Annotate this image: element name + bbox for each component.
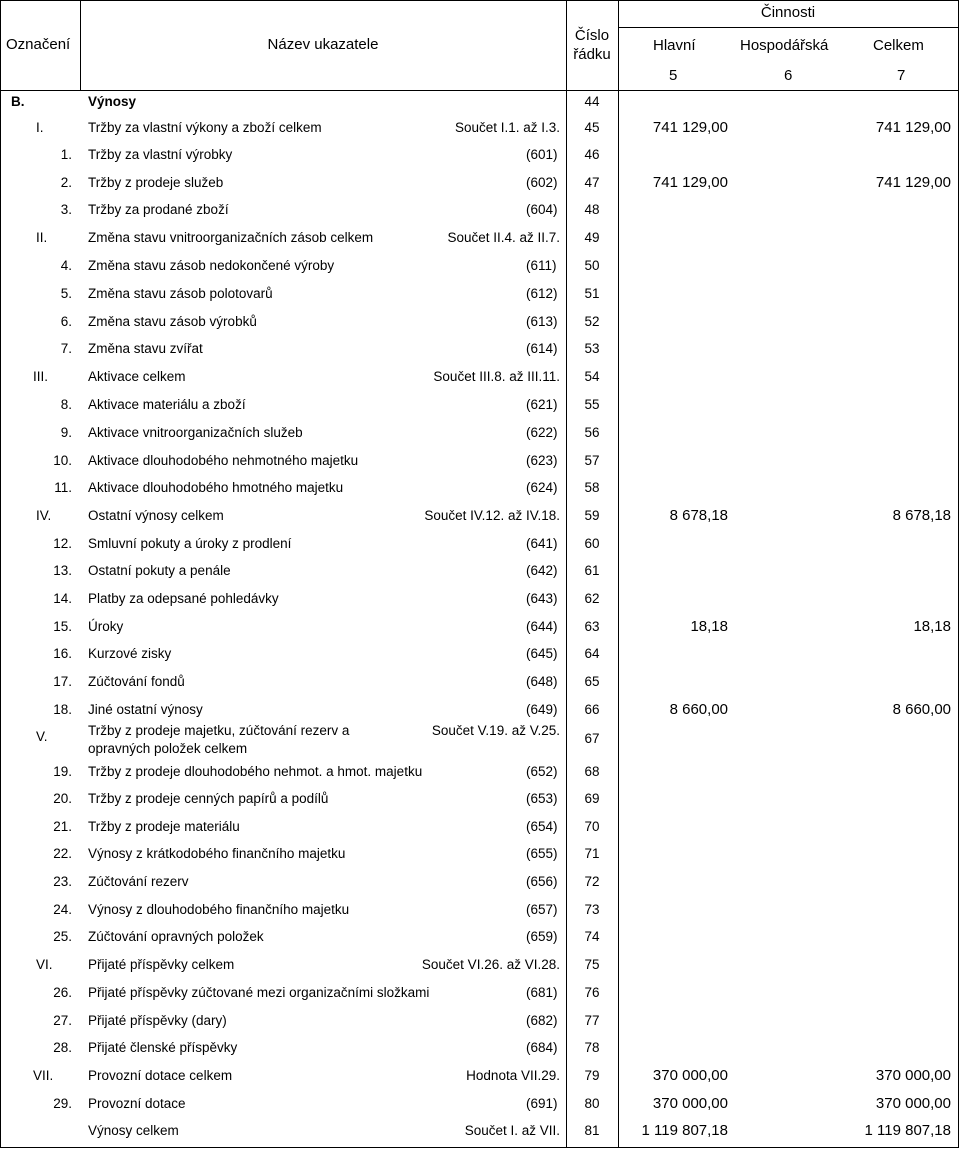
row-name: Zúčtování opravných položek <box>88 929 264 944</box>
row-value-hlavni: 370 000,00 <box>652 1067 728 1084</box>
row-name: Aktivace celkem <box>88 369 186 384</box>
row-sum-ref: Součet I. až VII. <box>464 1123 560 1138</box>
row-number: 64 <box>584 646 600 661</box>
row-account-ref: (645) <box>526 646 558 661</box>
row-name: Úroky <box>88 619 124 634</box>
row-name: Změna stavu vnitroorganizačních zásob celkem <box>88 230 374 245</box>
row-number: 74 <box>584 929 600 944</box>
row-number: 57 <box>584 453 600 468</box>
row-sum-ref: Součet II.4. až II.7. <box>447 230 560 245</box>
row-account-ref: (648) <box>526 674 558 689</box>
row-account-ref: (681) <box>526 985 558 1000</box>
row-mark: II. <box>36 230 48 245</box>
row-mark: 16. <box>53 646 72 661</box>
row-mark: 5. <box>60 286 72 301</box>
row-name: Tržby z prodeje majetku, zúčtování rezerv a <box>88 723 350 738</box>
row-value-celkem: 370 000,00 <box>875 1067 951 1084</box>
row-value-hlavni: 8 660,00 <box>669 701 728 718</box>
row-account-ref: (682) <box>526 1013 558 1028</box>
row-name: Změna stavu zásob polotovarů <box>88 286 273 301</box>
row-account-ref: (657) <box>526 902 558 917</box>
row-number: 75 <box>584 957 600 972</box>
header-cislo-line1: Číslo <box>574 27 610 44</box>
row-number: 61 <box>584 563 600 578</box>
row-value-hlavni: 18,18 <box>690 618 728 635</box>
row-name: Aktivace materiálu a zboží <box>88 397 246 412</box>
row-account-ref: (655) <box>526 846 558 861</box>
section-mark: B. <box>11 94 25 109</box>
divider-values-col <box>618 0 619 1148</box>
row-name: Zúčtování fondů <box>88 674 185 689</box>
row-number: 70 <box>584 819 600 834</box>
row-account-ref: (614) <box>526 341 558 356</box>
row-sum-ref: Součet VI.26. až VI.28. <box>421 957 560 972</box>
header-divider-main <box>0 90 959 91</box>
header-cinnosti: Činnosti <box>760 4 816 21</box>
row-number: 63 <box>584 619 600 634</box>
row-number: 76 <box>584 985 600 1000</box>
table-border-right <box>958 0 959 1148</box>
header-celkem: Celkem <box>873 37 924 54</box>
row-value-hlavni: 741 129,00 <box>652 174 728 191</box>
row-name: Jiné ostatní výnosy <box>88 702 203 717</box>
row-mark: IV. <box>36 508 52 523</box>
row-account-ref: (684) <box>526 1040 558 1055</box>
row-sum-ref: Součet IV.12. až IV.18. <box>424 508 560 523</box>
row-sum-ref: Hodnota VII.29. <box>466 1068 560 1083</box>
row-number: 50 <box>584 258 600 273</box>
row-account-ref: (659) <box>526 929 558 944</box>
row-mark: I. <box>36 120 44 135</box>
row-name: Změna stavu zásob nedokončené výroby <box>88 258 335 273</box>
row-account-ref: (641) <box>526 536 558 551</box>
row-number: 79 <box>584 1068 600 1083</box>
row-account-ref: (612) <box>526 286 558 301</box>
row-mark: 9. <box>60 425 72 440</box>
row-mark: V. <box>36 729 48 744</box>
row-number: 49 <box>584 230 600 245</box>
row-value-celkem: 741 129,00 <box>875 119 951 136</box>
row-name: Tržby za prodané zboží <box>88 202 229 217</box>
row-mark: 23. <box>53 874 72 889</box>
row-number: 78 <box>584 1040 600 1055</box>
row-number: 56 <box>584 425 600 440</box>
row-value-hlavni: 370 000,00 <box>652 1095 728 1112</box>
row-number: 45 <box>584 120 600 135</box>
row-mark: 7. <box>60 341 72 356</box>
row-number: 81 <box>584 1123 600 1138</box>
row-number: 62 <box>584 591 600 606</box>
row-sum-ref: Součet V.19. až V.25. <box>431 723 560 738</box>
row-account-ref: (601) <box>526 147 558 162</box>
row-account-ref: (644) <box>526 619 558 634</box>
row-mark: III. <box>33 369 49 384</box>
row-number: 48 <box>584 202 600 217</box>
row-name: Tržby za vlastní výrobky <box>88 147 233 162</box>
row-mark: 6. <box>60 314 72 329</box>
row-mark: 17. <box>53 674 72 689</box>
row-name: Tržby z prodeje cenných papírů a podílů <box>88 791 329 806</box>
row-account-ref: (652) <box>526 764 558 779</box>
row-number: 59 <box>584 508 600 523</box>
section-name: Výnosy <box>88 94 137 109</box>
row-value-celkem: 741 129,00 <box>875 174 951 191</box>
header-hospodarska: Hospodářská <box>740 37 829 54</box>
row-name: Přijaté příspěvky zúčtované mezi organizačními složkami <box>88 985 430 1000</box>
header-num-hlavni: 5 <box>669 67 678 84</box>
row-sum-ref: Součet III.8. až III.11. <box>433 369 560 384</box>
row-name: Tržby za vlastní výkony a zboží celkem <box>88 120 322 135</box>
row-value-celkem: 18,18 <box>913 618 951 635</box>
row-name: Ostatní výnosy celkem <box>88 508 224 523</box>
row-account-ref: (623) <box>526 453 558 468</box>
header-nazev: Název ukazatele <box>267 36 379 53</box>
row-number: 53 <box>584 341 600 356</box>
row-mark: 1. <box>60 147 72 162</box>
row-mark: 24. <box>53 902 72 917</box>
row-name: Změna stavu zásob výrobků <box>88 314 257 329</box>
row-mark: 19. <box>53 764 72 779</box>
row-account-ref: (604) <box>526 202 558 217</box>
row-number: 65 <box>584 674 600 689</box>
row-name: Přijaté členské příspěvky <box>88 1040 238 1055</box>
row-mark: 28. <box>53 1040 72 1055</box>
row-name: Aktivace vnitroorganizačních služeb <box>88 425 303 440</box>
row-mark: 4. <box>60 258 72 273</box>
row-number: 54 <box>584 369 600 384</box>
row-mark: 25. <box>53 929 72 944</box>
row-account-ref: (624) <box>526 480 558 495</box>
row-mark: 11. <box>54 480 72 495</box>
row-name: Výnosy z dlouhodobého finančního majetku <box>88 902 350 917</box>
header-num-celkem: 7 <box>897 67 906 84</box>
row-number: 69 <box>584 791 600 806</box>
row-account-ref: (691) <box>526 1096 558 1111</box>
row-number: 71 <box>584 846 600 861</box>
row-name: Ostatní pokuty a penále <box>88 563 231 578</box>
row-mark: 8. <box>60 397 72 412</box>
row-name: Provozní dotace celkem <box>88 1068 233 1083</box>
row-mark: 12. <box>53 536 72 551</box>
row-name: Tržby z prodeje dlouhodobého nehmot. a hmot. majetku <box>88 764 423 779</box>
row-value-celkem: 1 119 807,18 <box>864 1122 951 1139</box>
row-name: Aktivace dlouhodobého hmotného majetku <box>88 480 344 495</box>
row-mark: 27. <box>53 1013 72 1028</box>
row-name: Kurzové zisky <box>88 646 172 661</box>
row-mark: 29. <box>53 1096 72 1111</box>
row-account-ref: (656) <box>526 874 558 889</box>
header-oznaceni: Označení <box>6 36 71 53</box>
row-value-hlavni: 1 119 807,18 <box>641 1122 728 1139</box>
row-name: Platby za odepsané pohledávky <box>88 591 279 606</box>
row-sum-ref: Součet I.1. až I.3. <box>454 120 560 135</box>
row-name: Smluvní pokuty a úroky z prodlení <box>88 536 292 551</box>
row-mark: 21. <box>53 819 72 834</box>
row-mark: 20. <box>53 791 72 806</box>
row-name: Přijaté příspěvky celkem <box>88 957 235 972</box>
row-number: 67 <box>584 731 600 746</box>
header-cislo-line2: řádku <box>573 46 611 63</box>
row-name: Výnosy z krátkodobého finančního majetku <box>88 846 346 861</box>
row-account-ref: (649) <box>526 702 558 717</box>
row-account-ref: (643) <box>526 591 558 606</box>
row-account-ref: (613) <box>526 314 558 329</box>
row-value-celkem: 8 660,00 <box>892 701 951 718</box>
row-name: Přijaté příspěvky (dary) <box>88 1013 227 1028</box>
row-mark: 3. <box>60 202 72 217</box>
row-account-ref: (621) <box>526 397 558 412</box>
row-mark: 15. <box>53 619 72 634</box>
row-account-ref: (654) <box>526 819 558 834</box>
row-number: 68 <box>584 764 600 779</box>
row-mark: 18. <box>53 702 72 717</box>
header-num-hospodarska: 6 <box>784 67 793 84</box>
row-name: Provozní dotace <box>88 1096 186 1111</box>
row-mark: 26. <box>53 985 72 1000</box>
row-name: Zúčtování rezerv <box>88 874 189 889</box>
row-value-celkem: 370 000,00 <box>875 1095 951 1112</box>
row-number: 73 <box>584 902 600 917</box>
row-value-hlavni: 8 678,18 <box>669 507 728 524</box>
row-number: 60 <box>584 536 600 551</box>
row-number: 77 <box>584 1013 600 1028</box>
row-number: 52 <box>584 314 600 329</box>
row-account-ref: (642) <box>526 563 558 578</box>
row-number: 51 <box>584 286 600 301</box>
row-name: Tržby z prodeje služeb <box>88 175 224 190</box>
row-name: Výnosy celkem <box>88 1123 179 1138</box>
row-account-ref: (653) <box>526 791 558 806</box>
row-account-ref: (622) <box>526 425 558 440</box>
row-account-ref: (602) <box>526 175 558 190</box>
row-value-hlavni: 741 129,00 <box>652 119 728 136</box>
row-name: Změna stavu zvířat <box>88 341 203 356</box>
row-mark: 22. <box>53 846 72 861</box>
table-border-bottom <box>0 1147 959 1148</box>
row-mark: 14. <box>53 591 72 606</box>
table-border-left <box>0 0 1 1148</box>
row-name: Aktivace dlouhodobého nehmotného majetku <box>88 453 359 468</box>
header-divider-cinnosti <box>618 27 959 28</box>
row-number: 46 <box>584 147 600 162</box>
row-number: 72 <box>584 874 600 889</box>
section-row-number: 44 <box>584 94 600 109</box>
row-number: 55 <box>584 397 600 412</box>
row-account-ref: (611) <box>526 258 557 273</box>
row-mark: VII. <box>33 1068 54 1083</box>
row-name-line2: opravných položek celkem <box>88 741 248 756</box>
row-number: 66 <box>584 702 600 717</box>
table-border-top <box>0 0 959 1</box>
row-mark: 10. <box>53 453 72 468</box>
row-number: 47 <box>584 175 600 190</box>
row-mark: 13. <box>53 563 72 578</box>
row-number: 80 <box>584 1096 600 1111</box>
row-mark: 2. <box>60 175 72 190</box>
row-mark: VI. <box>36 957 53 972</box>
row-name: Tržby z prodeje materiálu <box>88 819 240 834</box>
row-number: 58 <box>584 480 600 495</box>
header-hlavni: Hlavní <box>653 37 696 54</box>
row-value-celkem: 8 678,18 <box>892 507 951 524</box>
